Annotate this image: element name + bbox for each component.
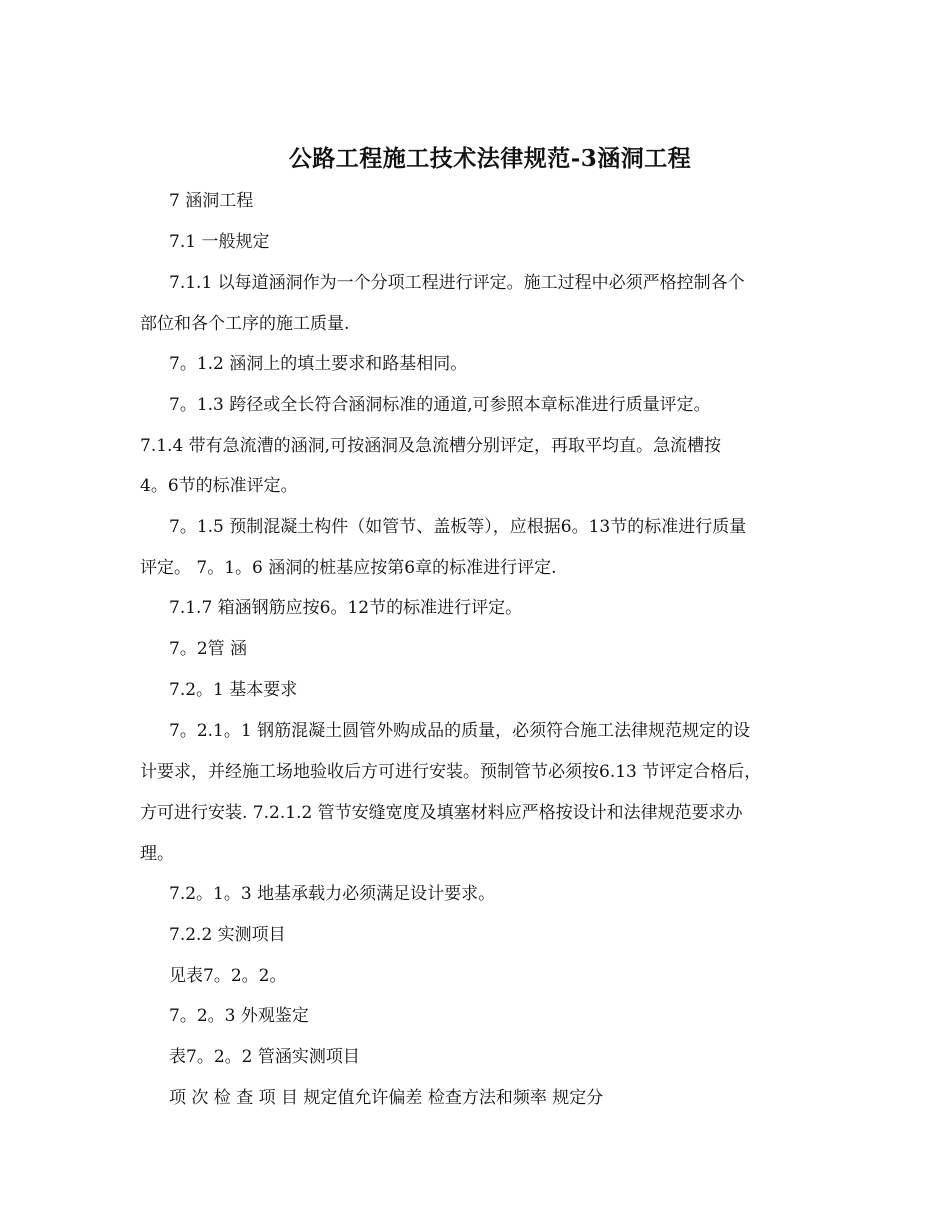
paragraph-line: 7.1.4 带有急流漕的涵洞,可按涵洞及急流槽分别评定，再取平均直。急流槽按 (140, 436, 722, 456)
page-title: 公路工程施工技术法律规范-3涵洞工程 (288, 145, 692, 172)
paragraph-line: 方可进行安装. 7.2.1.2 管节安缝宽度及填塞材料应严格按设计和法律规范要求办 (140, 803, 743, 823)
paragraph-line: 7。1.5 预制混凝土构件（如管节、盖板等），应根据6。13节的标准进行质量 (169, 517, 747, 537)
table-header-row: 项 次 检 查 项 目 规定值允许偏差 检查方法和频率 规定分 (169, 1088, 604, 1108)
subsection-heading: 7.2.2 实测项目 (169, 925, 286, 945)
paragraph-line: 评定。 7。1。6 涵洞的桩基应按第6章的标准进行评定. (140, 558, 557, 578)
table-caption: 表7。2。2 管涵实测项目 (169, 1047, 360, 1067)
subsection-heading: 7.2。1 基本要求 (169, 680, 298, 700)
paragraph-line: 7.1.7 箱涵钢筋应按6。12节的标准进行评定。 (169, 598, 523, 618)
paragraph-line: 7.1.1 以每道涵洞作为一个分项工程进行评定。施工过程中必须严格控制各个 (169, 273, 745, 293)
section-heading: 7 涵洞工程 (169, 191, 254, 211)
paragraph-line: 见表7。2。2。 (169, 966, 287, 986)
paragraph-line: 7.2。1。3 地基承载力必须满足设计要求。 (169, 884, 496, 904)
paragraph-line: 部位和各个工序的施工质量. (140, 314, 350, 334)
paragraph-line: 7。1.3 跨径或全长符合涵洞标准的通道,可参照本章标准进行质量评定。 (169, 395, 711, 415)
subsection-heading: 7.1 一般规定 (169, 232, 270, 252)
paragraph-line: 4。6节的标准评定。 (140, 476, 298, 496)
subsection-heading: 7。2管 涵 (169, 639, 248, 659)
paragraph-line: 7。2.1。1 钢筋混凝土圆管外购成品的质量，必须符合施工法律规范规定的设 (169, 721, 751, 741)
subsection-heading: 7。2。3 外观鉴定 (169, 1006, 309, 1026)
paragraph-line: 计要求，并经施工场地验收后方可进行安装。预制管节必须按6.13 节评定合格后， (140, 762, 762, 782)
paragraph-line: 理。 (140, 844, 174, 864)
paragraph-line: 7。1.2 涵洞上的填土要求和路基相同。 (169, 354, 468, 374)
